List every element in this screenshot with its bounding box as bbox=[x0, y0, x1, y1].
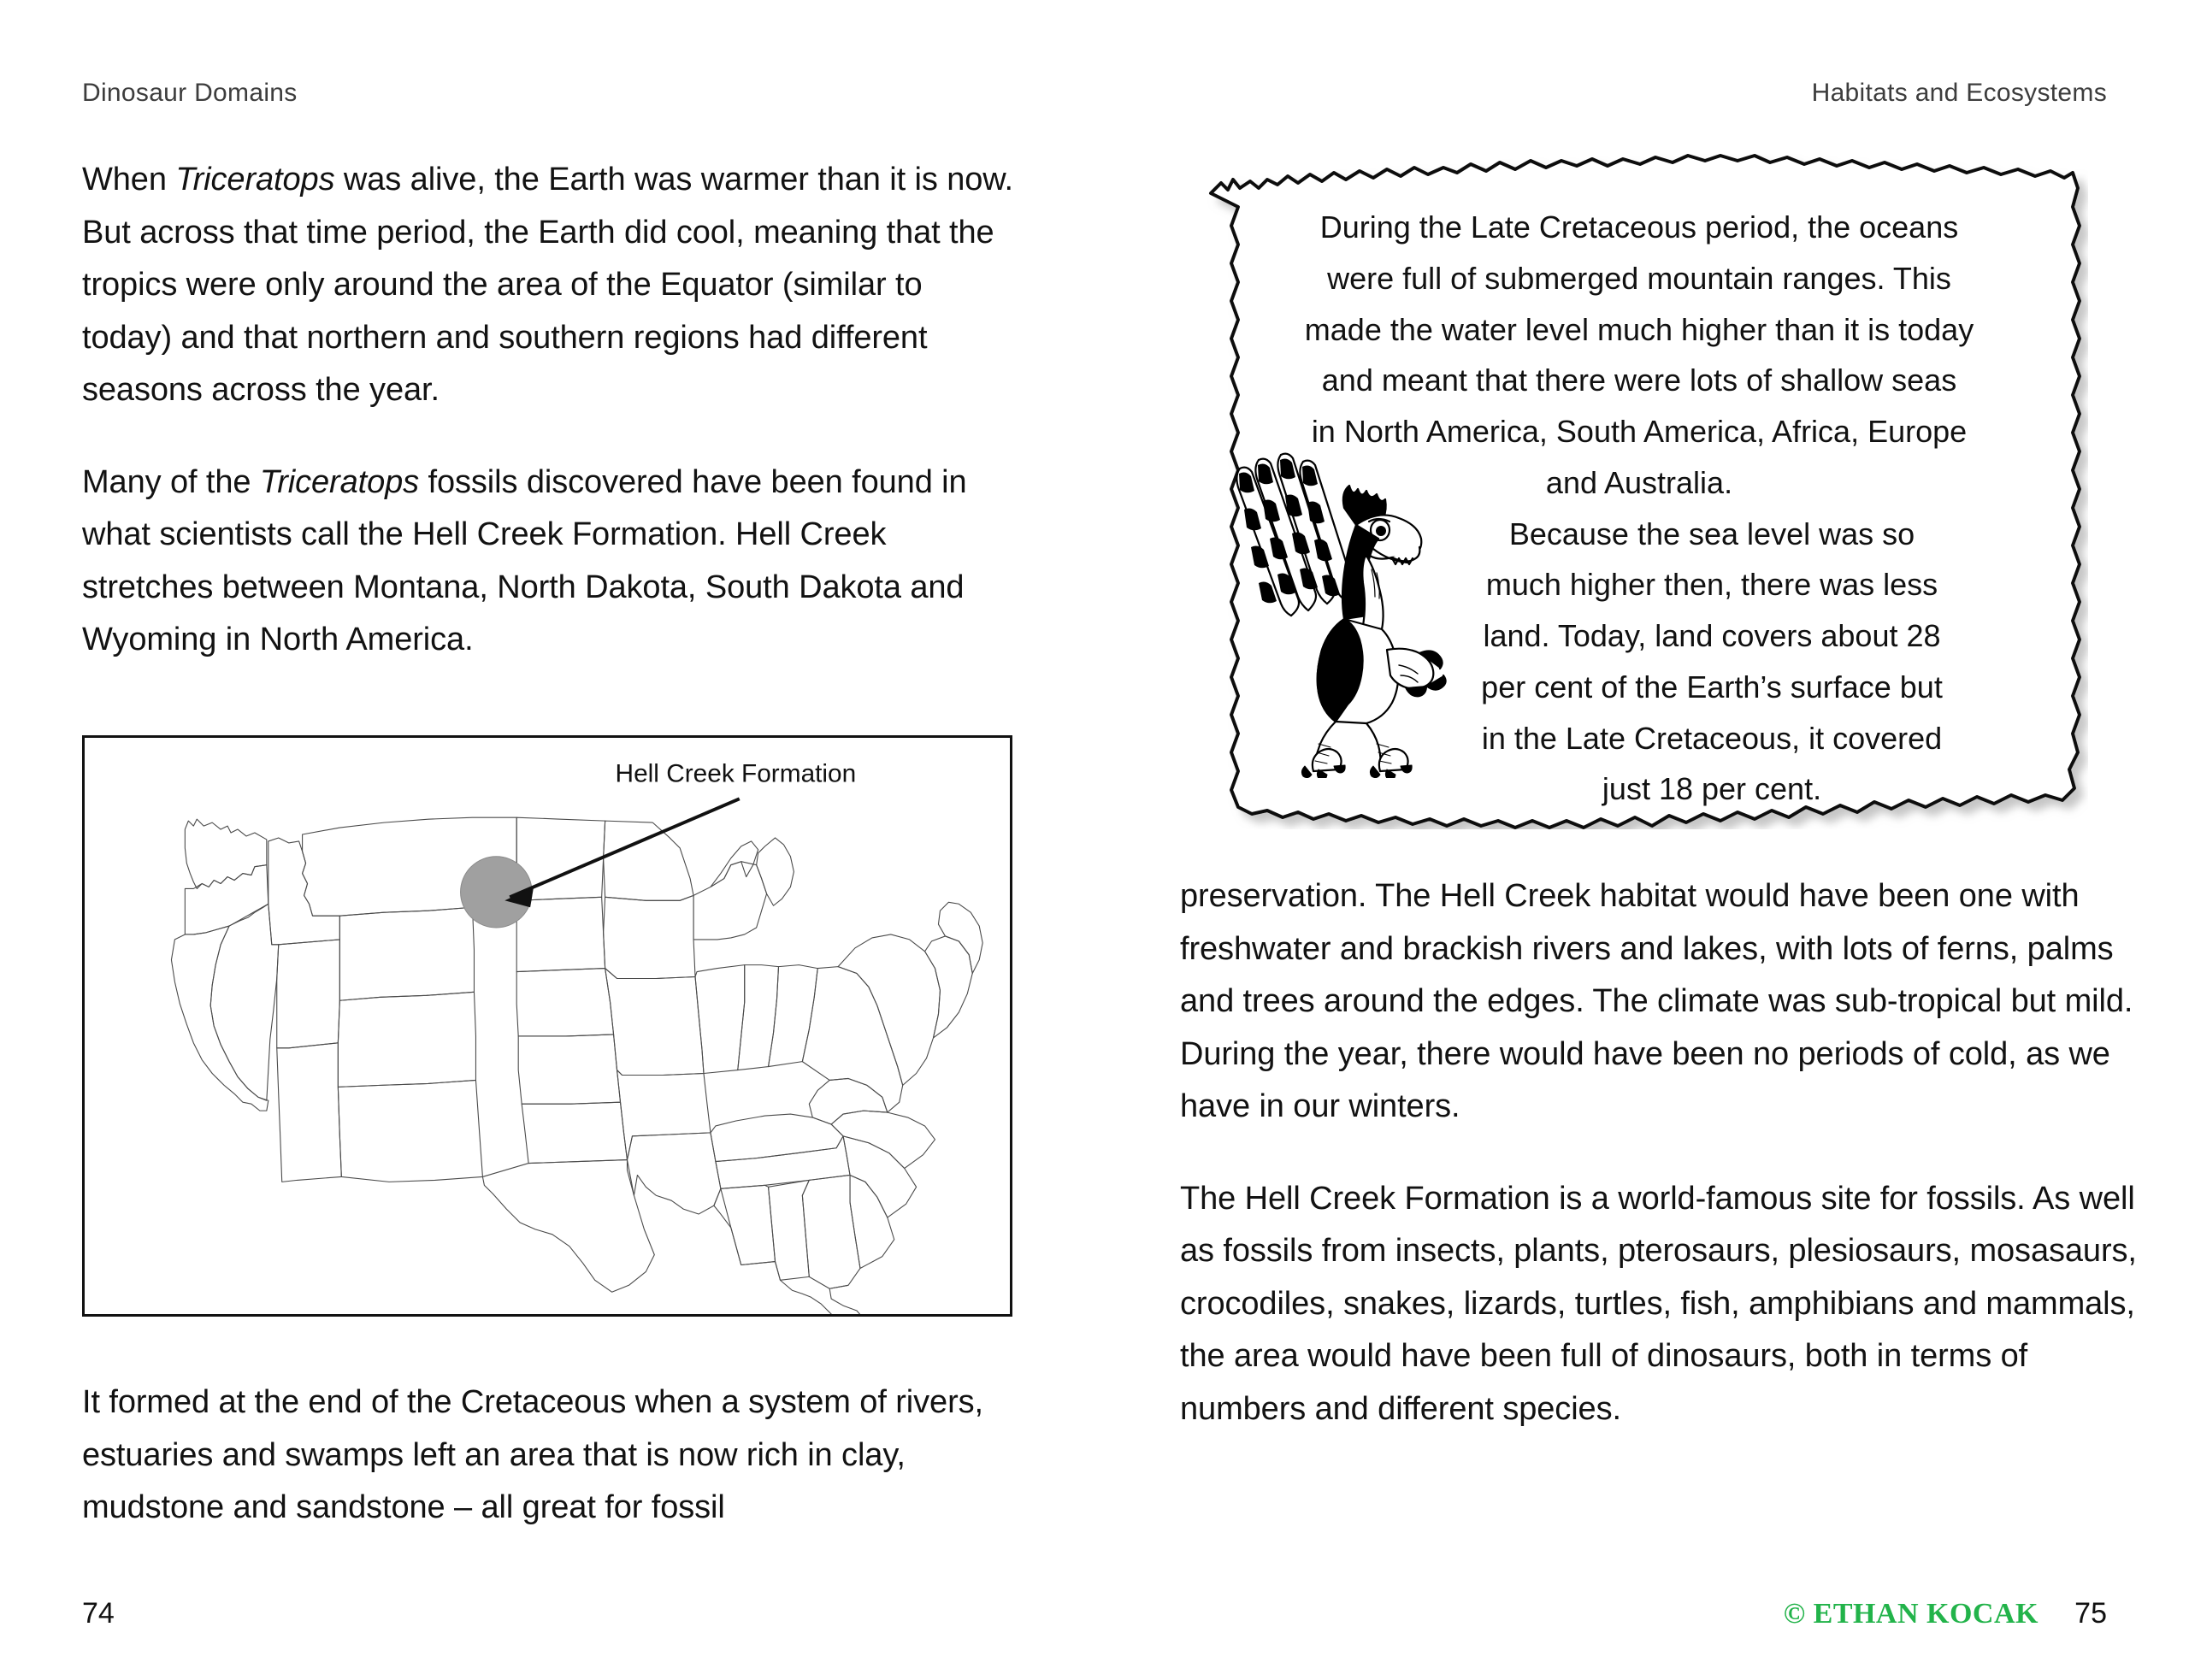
paragraph-1 bbox=[82, 154, 1014, 417]
fact-line-9: land. Today, land covers about 28 bbox=[1483, 618, 1941, 653]
left-column bbox=[82, 154, 1014, 667]
fact-box bbox=[1199, 154, 2088, 829]
page-number-right: 75 bbox=[2074, 1597, 2107, 1630]
raptor-dinosaur-illustration bbox=[1216, 436, 1472, 778]
fact-line-7: Because the sea level was so bbox=[1508, 516, 1915, 551]
fact-line-5: in North America, South America, Africa, Europe bbox=[1311, 414, 1968, 449]
paragraph-3: It formed at the end of the Cretaceous when a system of rivers, estuaries and swamps left an area that is now rich in clay, mudstone and sandstone – all great for fossil bbox=[82, 1384, 983, 1526]
fact-line-10: per cent of the Earth’s surface but bbox=[1481, 669, 1943, 704]
genus-name-triceratops-2: Triceratops bbox=[259, 463, 420, 500]
hell-creek-callout-arrow bbox=[504, 799, 739, 907]
fact-line-3: made the water level much higher than it is today bbox=[1304, 311, 1974, 347]
paragraph-2-pre: Many of the bbox=[82, 463, 260, 500]
artist-credit: © ETHAN KOCAK bbox=[1783, 1598, 2039, 1630]
hell-creek-map-figure bbox=[82, 735, 1012, 1317]
running-head-right: Habitats and Ecosystems bbox=[1811, 79, 2107, 107]
paragraph-2-post: fossils discovered have been found in what scientists call the Hell Creek Formation. Hell Creek stretches between Montana, North Dakota, South Dakota and Wyoming in North America. bbox=[82, 463, 967, 658]
hell-creek-callout-label: Hell Creek Formation bbox=[615, 759, 857, 788]
running-head-left: Dinosaur Domains bbox=[82, 79, 298, 107]
right-paragraph-2: The Hell Creek Formation is a world-famous site for fossils. As well as fossils from insects, plants, pterosaurs, plesiosaurs, mosasaurs, crocodiles, snakes, lizards, turtles, fish, amphibians and mammals, the area would have been full of dinosaurs, both in terms of numbers and different species. bbox=[1180, 1180, 2137, 1427]
fact-line-1: During the Late Cretaceous period, the oceans bbox=[1319, 209, 1959, 245]
paragraph-1-pre: When bbox=[82, 162, 176, 197]
right-column bbox=[1180, 870, 2155, 1475]
fact-line-12: just 18 per cent. bbox=[1602, 771, 1822, 807]
paragraph-2 bbox=[82, 457, 1014, 667]
fact-line-11: in the Late Cretaceous, it covered bbox=[1481, 720, 1943, 756]
fact-line-2: were full of submerged mountain ranges. This bbox=[1327, 260, 1951, 296]
genus-name-triceratops-1: Triceratops bbox=[175, 162, 335, 197]
feathered-raptor-icon bbox=[1216, 436, 1472, 778]
right-paragraph-1: preservation. The Hell Creek habitat would have been one with freshwater and brackish rivers and lakes, with lots of ferns, palms and trees around the edges. The climate was sub-tropical but mild. During the year, there would have been no periods of cold, as we have in our winters. bbox=[1180, 878, 2133, 1125]
fact-line-4: and meant that there were lots of shallow seas bbox=[1321, 363, 1957, 398]
fact-line-6: and Australia. bbox=[1545, 464, 1733, 500]
us-outline-map bbox=[85, 738, 1010, 1314]
fact-line-8: much higher then, there was less bbox=[1485, 567, 1938, 603]
state-outlines bbox=[171, 817, 982, 1314]
paragraph-1-post: was alive, the Earth was warmer than it is now. But across that time period, the Earth did cool, meaning that the tropics were only around the area of the Equator (similar to today) and that northern and southern regions had different seasons across the year. bbox=[82, 162, 1014, 409]
left-column-bottom bbox=[82, 1376, 1023, 1574]
page-number-left: 74 bbox=[82, 1597, 115, 1630]
